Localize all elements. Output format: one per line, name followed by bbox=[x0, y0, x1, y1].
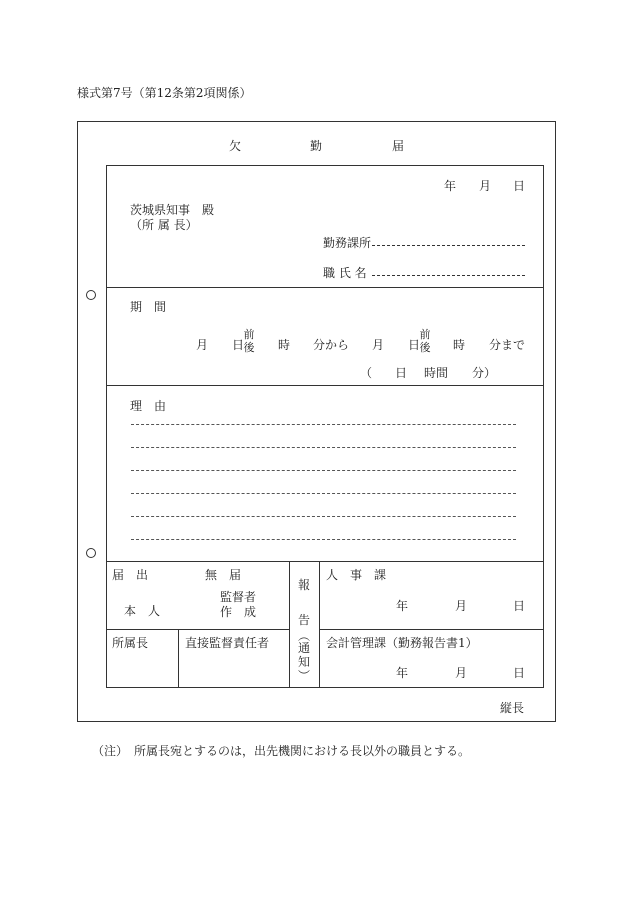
am-label: 前 bbox=[243, 328, 255, 341]
period-to-ampm bbox=[418, 328, 432, 354]
punch-hole-icon bbox=[86, 548, 96, 558]
divider bbox=[319, 561, 320, 688]
supervisor-created bbox=[210, 590, 266, 620]
name-field[interactable] bbox=[372, 275, 525, 276]
personnel-month: 月 bbox=[455, 599, 468, 613]
honnin-label: 本 人 bbox=[124, 604, 161, 618]
accounting-label: 会計管理課（勤務報告書1） bbox=[326, 636, 478, 650]
supervisor-line1: 監督者 bbox=[219, 590, 256, 604]
affiliation-head-addressee: （所 属 長） bbox=[130, 218, 198, 232]
divider bbox=[106, 561, 544, 562]
workplace-field[interactable] bbox=[372, 245, 525, 246]
duration-open: （ bbox=[360, 366, 373, 380]
reason-line[interactable] bbox=[131, 447, 516, 448]
todokede-label: 届 出 bbox=[112, 568, 149, 582]
period-from-min: 分から bbox=[313, 338, 350, 352]
divider bbox=[178, 629, 179, 688]
period-from-hour: 時 bbox=[278, 338, 291, 352]
accounting-month: 月 bbox=[455, 666, 468, 680]
divider bbox=[106, 629, 289, 630]
name-label: 職 氏 名 bbox=[323, 266, 367, 280]
divider bbox=[289, 561, 290, 688]
period-from-month: 月 bbox=[196, 338, 209, 352]
governor-addressee: 茨城県知事 殿 bbox=[130, 203, 215, 217]
report-char-3: ︵ bbox=[297, 629, 310, 643]
personnel-day: 日 bbox=[513, 599, 526, 613]
report-char-4: 通 bbox=[297, 641, 310, 655]
report-char-6: ︶ bbox=[297, 669, 310, 683]
period-to-day: 日 bbox=[408, 338, 421, 352]
period-from-day: 日 bbox=[232, 338, 245, 352]
mutodoke-label: 無 届 bbox=[205, 568, 242, 582]
direct-supervisor-stamp: 直接監督責任者 bbox=[185, 636, 270, 650]
personnel-label: 人 事 課 bbox=[326, 568, 387, 582]
period-to-month: 月 bbox=[372, 338, 385, 352]
report-char-5: 知 bbox=[297, 655, 310, 669]
pm-label: 後 bbox=[243, 341, 255, 354]
report-char-1: 報 bbox=[297, 578, 310, 592]
supervisor-line2: 作 成 bbox=[219, 605, 256, 619]
duration-day: 日 bbox=[395, 366, 408, 380]
title-char-1: 欠 bbox=[229, 139, 242, 153]
date-day: 日 bbox=[513, 179, 526, 193]
am-label: 前 bbox=[419, 328, 431, 341]
divider bbox=[106, 385, 544, 386]
period-label: 期 間 bbox=[130, 300, 167, 314]
personnel-year: 年 bbox=[396, 599, 409, 613]
workplace-label: 勤務課所 bbox=[323, 236, 372, 250]
reason-line[interactable] bbox=[131, 516, 516, 517]
period-from-ampm bbox=[242, 328, 256, 354]
punch-hole-icon bbox=[86, 290, 96, 300]
accounting-year: 年 bbox=[396, 666, 409, 680]
title-char-3: 届 bbox=[392, 139, 405, 153]
duration-hours: 時間 bbox=[424, 366, 449, 380]
title-char-2: 勤 bbox=[310, 139, 323, 153]
date-month: 月 bbox=[479, 179, 492, 193]
note-text: （注） 所属長宛とするのは，出先機関における長以外の職員とする。 bbox=[92, 744, 471, 758]
pm-label: 後 bbox=[419, 341, 431, 354]
accounting-day: 日 bbox=[513, 666, 526, 680]
divider bbox=[319, 629, 544, 630]
duration-min: 分） bbox=[472, 366, 497, 380]
affiliation-head-stamp: 所属長 bbox=[112, 636, 149, 650]
period-to-min: 分まで bbox=[489, 338, 526, 352]
reason-line[interactable] bbox=[131, 493, 516, 494]
orientation-label: 縦長 bbox=[500, 701, 525, 715]
date-year: 年 bbox=[444, 179, 457, 193]
divider bbox=[106, 287, 544, 288]
report-char-2: 告 bbox=[297, 613, 310, 627]
form-number: 様式第7号（第12条第2項関係） bbox=[77, 86, 252, 100]
reason-line[interactable] bbox=[131, 539, 516, 540]
period-to-hour: 時 bbox=[453, 338, 466, 352]
reason-line[interactable] bbox=[131, 470, 516, 471]
reason-label: 理 由 bbox=[130, 399, 167, 413]
reason-line[interactable] bbox=[131, 424, 516, 425]
